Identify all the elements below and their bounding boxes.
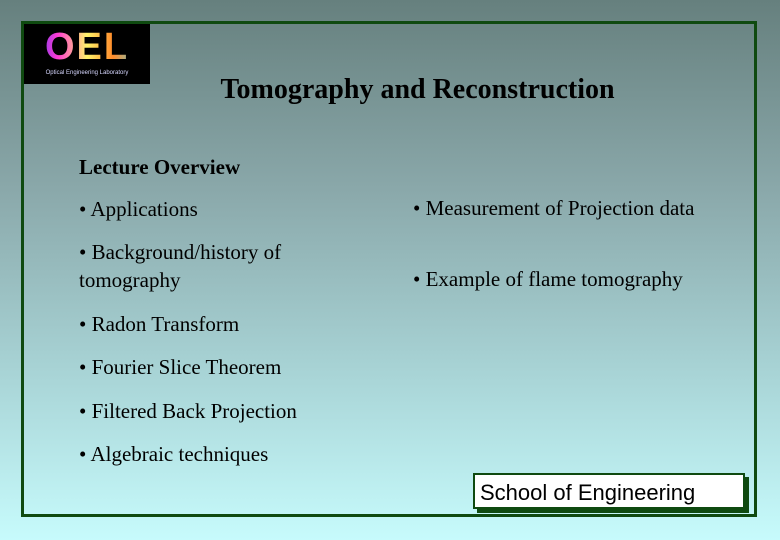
logo-letters: OEL [28,28,146,66]
oel-logo [24,24,150,84]
footer-school-label: School of Engineering [473,473,745,509]
bullet-radon-transform: • Radon Transform [79,312,240,336]
bullet-algebraic-techniques: • Algebraic techniques [79,442,269,466]
bullet-filtered-back-projection: • Filtered Back Projection [79,399,297,423]
bullet-applications: • Applications [79,197,198,221]
logo-subtitle: Optical Engineering Laboratory [45,70,129,76]
bullet-fourier-slice: • Fourier Slice Theorem [79,355,282,379]
bullet-background-history: • Background/history of tomography [79,240,282,292]
slide-title: Tomography and Reconstruction [220,74,615,105]
bullet-measurement-projection: • Measurement of Projection data [413,196,695,220]
section-heading: Lecture Overview [79,155,241,179]
bullet-flame-tomography: • Example of flame tomography [413,267,683,291]
